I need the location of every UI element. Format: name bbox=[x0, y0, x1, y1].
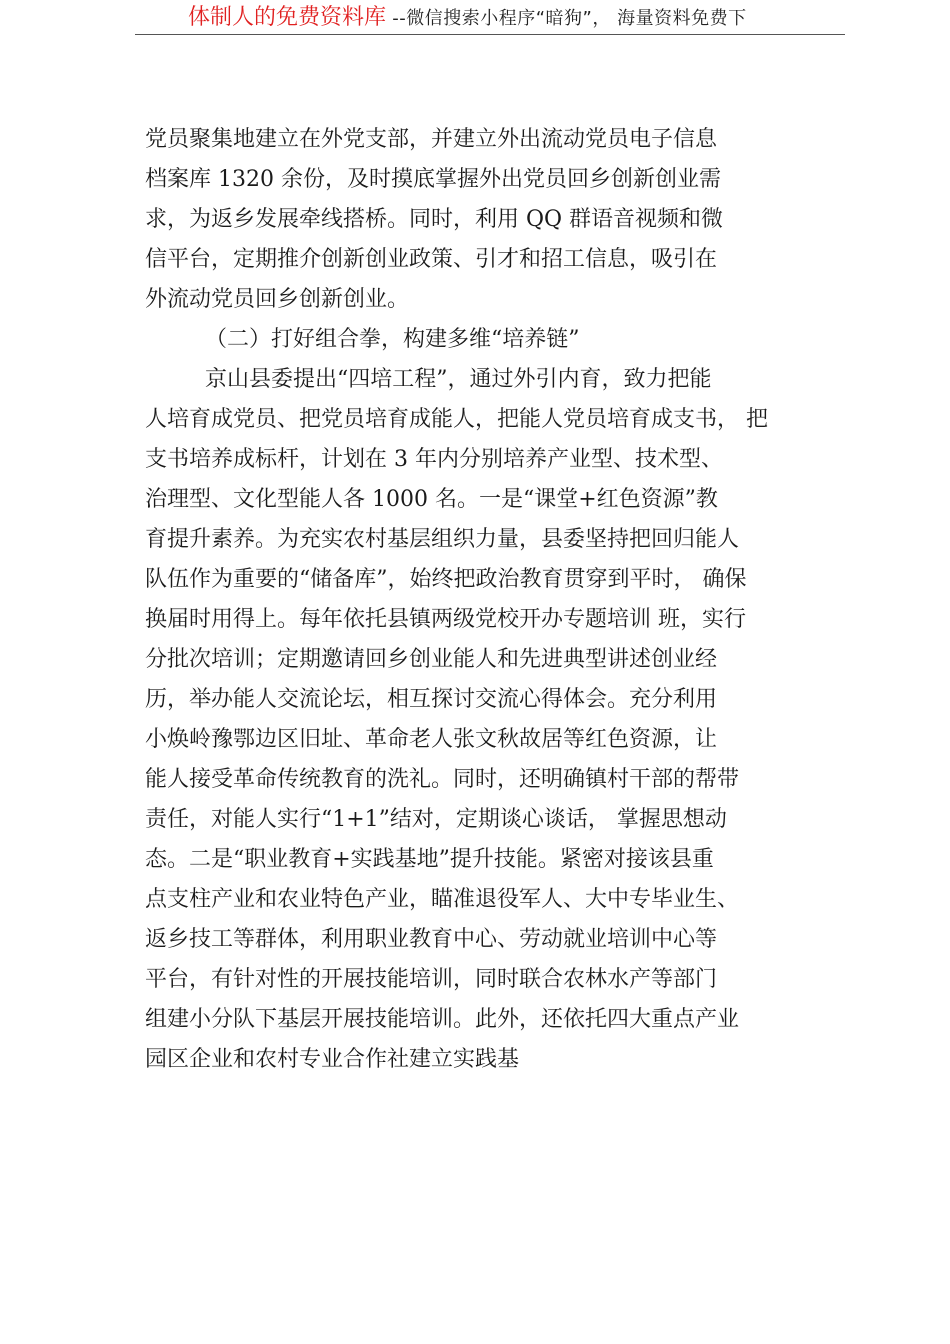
body-line: 责任，对能人实行“1+1”结对，定期谈心谈话， 掌握思想动 bbox=[145, 807, 727, 832]
body-line: 返乡技工等群体，利用职业教育中心、劳动就业培训中心等 bbox=[145, 927, 718, 952]
body-line: 组建小分队下基层开展技能培训。此外，还依托四大重点产业 bbox=[145, 1007, 740, 1032]
body-line: 京山县委提出“四培工程”，通过外引内育，致力把能 bbox=[205, 367, 712, 392]
body-line: 小焕岭豫鄂边区旧址、革命老人张文秋故居等红色资源，让 bbox=[145, 727, 718, 752]
header-brand: 体制人的免费资料库 bbox=[188, 5, 387, 30]
body-line: 分批次培训；定期邀请回乡创业能人和先进典型讲述创业经 bbox=[145, 647, 718, 672]
body-line: 党员聚集地建立在外党支部，并建立外出流动党员电子信息 bbox=[145, 127, 718, 152]
header-divider bbox=[135, 34, 845, 35]
body-line: 求，为返乡发展牵线搭桥。同时，利用 QQ 群语音视频和微 bbox=[145, 207, 724, 232]
body-line: 历，举办能人交流论坛，相互探讨交流心得体会。充分利用 bbox=[145, 687, 718, 712]
body-line: 态。二是“职业教育+实践基地”提升技能。紧密对接该县重 bbox=[145, 847, 714, 872]
body-line: 档案库 1320 余份，及时摸底掌握外出党员回乡创新创业需 bbox=[145, 167, 721, 192]
body-line: 育提升素养。为充实农村基层组织力量，县委坚持把回归能人 bbox=[145, 527, 740, 552]
body-line: 人培育成党员、把党员培育成能人，把能人党员培育成支书， 把 bbox=[145, 407, 768, 432]
body-line: 外流动党员回乡创新创业。 bbox=[145, 287, 410, 312]
body-line: 信平台，定期推介创新创业政策、引才和招工信息，吸引在 bbox=[145, 247, 718, 272]
body-line: 治理型、文化型能人各 1000 名。一是“课堂+红色资源”教 bbox=[145, 487, 718, 512]
document-body bbox=[145, 120, 835, 1080]
body-line: 园区企业和农村专业合作社建立实践基 bbox=[145, 1047, 520, 1072]
section-heading: （二）打好组合拳，构建多维“培养链” bbox=[205, 327, 580, 352]
body-line: 能人接受革命传统教育的洗礼。同时，还明确镇村干部的帮带 bbox=[145, 767, 740, 792]
header-slogan: --微信搜索小程序“暗狗”， 海量资料免费下 bbox=[386, 8, 747, 29]
body-line: 平台，有针对性的开展技能培训，同时联合农林水产等部门 bbox=[145, 967, 718, 992]
body-line: 队伍作为重要的“储备库”，始终把政治教育贯穿到平时， 确保 bbox=[145, 567, 747, 592]
page-header bbox=[135, 4, 845, 32]
body-line: 换届时用得上。每年依托县镇两级党校开办专题培训 班，实行 bbox=[145, 607, 746, 632]
body-line: 支书培养成标杆，计划在 3 年内分别培养产业型、技术型、 bbox=[145, 447, 723, 472]
body-line: 点支柱产业和农业特色产业，瞄准退役军人、大中专毕业生、 bbox=[145, 887, 740, 912]
